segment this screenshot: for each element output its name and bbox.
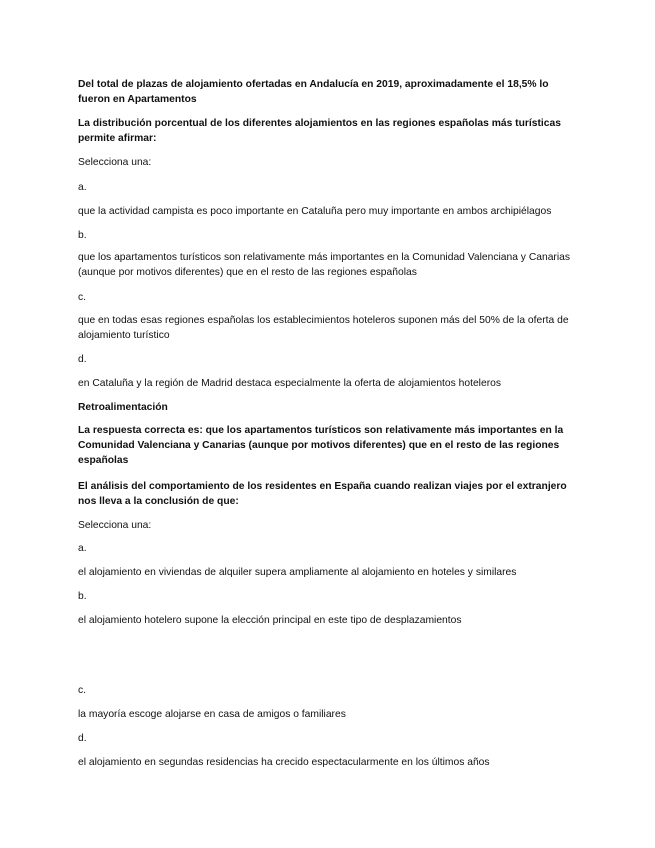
q2-option-b-letter: b. xyxy=(78,591,87,602)
question-1-text: La distribución porcentual de los diferentes alojamientos en las regiones españolas más turísticas permite afirmar: xyxy=(78,118,561,144)
q1-option-c-letter: c. xyxy=(78,292,87,303)
q2-option-a-letter: a. xyxy=(78,543,87,554)
feedback-heading: Retroalimentación xyxy=(78,402,168,413)
q2-option-c-letter: c. xyxy=(78,685,87,696)
q2-option-b-text: el alojamiento hotelero supone la elección principal en este tipo de desplazamientos xyxy=(78,615,462,626)
q1-option-b-text: que los apartamentos turísticos son relativamente más importantes en la Comunidad Valenciana y Canarias (aunque por motivos diferentes) que en el resto de las regiones españolas xyxy=(78,252,571,278)
q1-option-a-letter: a. xyxy=(78,182,87,193)
q1-option-d-letter: d. xyxy=(78,354,87,365)
previous-answer-text: Del total de plazas de alojamiento ofertadas en Andalucía en 2019, aproximadamente el 18,5% lo fueron en Apartamentos xyxy=(78,79,549,105)
question-2-text: El análisis del comportamiento de los residentes en España cuando realizan viajes por el extranjero nos lleva a la conclusión de que: xyxy=(78,481,567,507)
q1-option-a-text: que la actividad campista es poco importante en Cataluña pero muy importante en ambos archipiélagos xyxy=(78,206,552,217)
q1-option-d-text: en Cataluña y la región de Madrid destaca especialmente la oferta de alojamientos hoteleros xyxy=(78,378,502,389)
q1-option-b-letter: b. xyxy=(78,230,87,241)
q1-option-c-text: que en todas esas regiones españolas los establecimientos hoteleros suponen más del 50% de la oferta de alojamiento turístico xyxy=(78,315,569,341)
q2-option-d-text: el alojamiento en segundas residencias ha crecido espectacularmente en los últimos años xyxy=(78,757,490,768)
question-2-select-prompt: Selecciona una: xyxy=(78,520,152,531)
question-1-select-prompt: Selecciona una: xyxy=(78,157,152,168)
q2-option-a-text: el alojamiento en viviendas de alquiler supera ampliamente al alojamiento en hoteles y similares xyxy=(78,567,517,578)
q2-option-d-letter: d. xyxy=(78,733,87,744)
feedback-text: La respuesta correcta es: que los apartamentos turísticos son relativamente más importantes en la Comunidad Valenciana y Canarias (aunque por motivos diferentes) que en el resto de las regiones españolas xyxy=(78,425,564,466)
q2-option-c-text: la mayoría escoge alojarse en casa de amigos o familiares xyxy=(78,709,346,720)
